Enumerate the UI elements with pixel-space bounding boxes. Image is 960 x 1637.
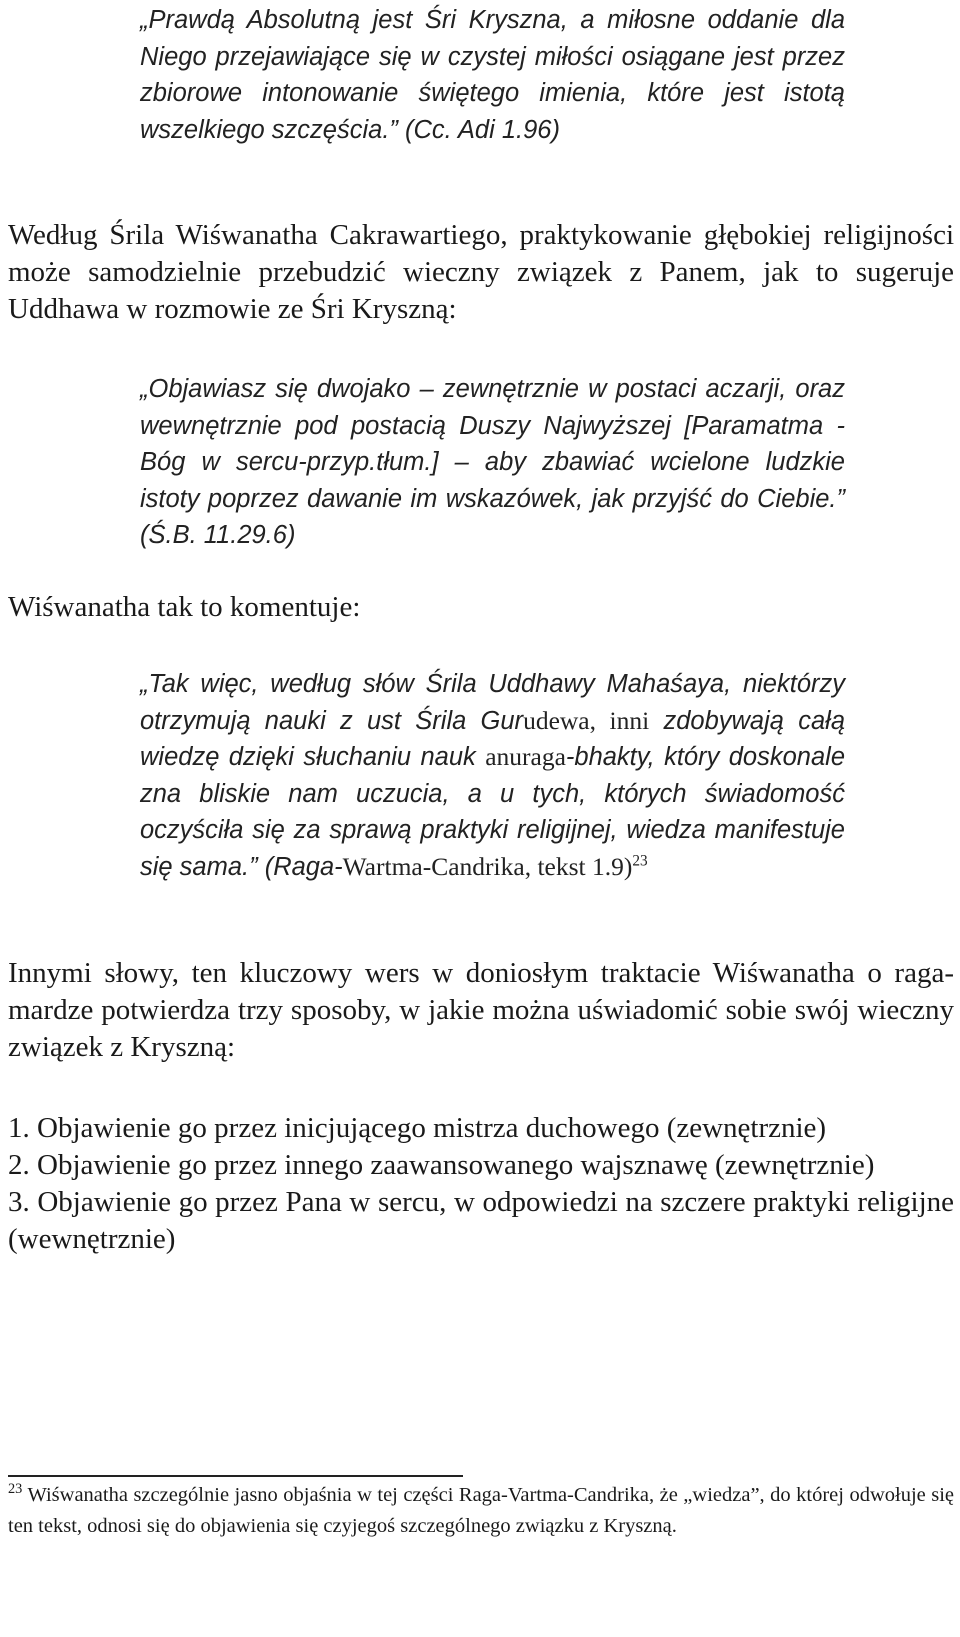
paragraph-commentary-intro: Wiśwanatha tak to komentuje: xyxy=(8,591,361,623)
quote-srimad-bhagavatam: „Objawiasz się dwojako – zewnętrznie w postaci aczarji, oraz wewnętrznie pod postacią Duszy Najwyższej [Paramatma - Bóg w sercu-przyp.tłum.] – aby zbawiać wcielone ludzkie istoty poprzez dawanie im wskazówek, jak przyjść do Ciebie.” (Ś.B. 11.29.6) xyxy=(140,375,845,549)
quote3-part6: Wartma-Candrika, tekst 1.9) xyxy=(342,851,633,881)
quote3-part4: anuraga xyxy=(485,742,566,771)
list-item: 3. Objawienie go przez Pana w sercu, w odpowiedzi na szczere praktyki religijne (wewnętrznie) xyxy=(8,1186,954,1255)
footnote-separator xyxy=(8,1475,463,1477)
quote3-part1: „Tak więc, według słów Śrila Uddhawy Mahaśaya, niektórzy otrzymują nauki z ust Śrila Gur xyxy=(140,670,845,735)
footnote xyxy=(8,1480,954,1542)
numbered-list xyxy=(8,1110,954,1258)
quote3-part2: udewa, inni xyxy=(523,705,650,735)
quote3-part5: -bhakty, który doskonale zna bliskie nam uczucia, a u tych, których świadomość oczyściła się za sprawą praktyki religijnej, wiedza manifestuje się sama.” (Raga- xyxy=(140,743,846,881)
footnote-number: 23 xyxy=(8,1481,23,1498)
paragraph-intro: Według Śrila Wiśwanatha Cakrawartiego, praktykowanie głębokiej religijności może samodzielnie przebudzić wieczny związek z Panem, jak to sugeruje Uddhawa w rozmowie ze Śri Kryszną: xyxy=(8,219,954,325)
quote-raga-vartma-candrika xyxy=(140,666,845,885)
quote-caitanya-caritamrta: „Prawdą Absolutną jest Śri Kryszna, a miłosne oddanie dla Niego przejawiające się w czystej miłości osiągane jest przez zbiorowe intonowanie świętego imienia, które jest istotą wszelkiego szczęścia.” (Cc. Adi 1.96) xyxy=(140,6,845,144)
footnote-text: Wiśwanatha szczególnie jasno objaśnia w tej części Raga-Vartma-Candrika, że „wiedza”, do której odwołuje się ten tekst, odnosi się do objawienia się czyjegoś szczególnego związku z Kryszną. xyxy=(8,1484,954,1537)
list-item: 2. Objawienie go przez innego zaawansowanego wajsznawę (zewnętrznie) xyxy=(8,1149,875,1181)
list-item: 1. Objawienie go przez inicjującego mistrza duchowego (zewnętrznie) xyxy=(8,1112,827,1144)
footnote-reference: 23 xyxy=(632,852,648,869)
paragraph-summary: Innymi słowy, ten kluczowy wers w doniosłym traktacie Wiśwanatha o raga-mardze potwierdza trzy sposoby, w jakie można uświadomić sobie swój wieczny związek z Kryszną: xyxy=(8,957,954,1063)
quote3-part3: zdobywają całą wiedzę dzięki słuchaniu nauk xyxy=(140,706,845,771)
